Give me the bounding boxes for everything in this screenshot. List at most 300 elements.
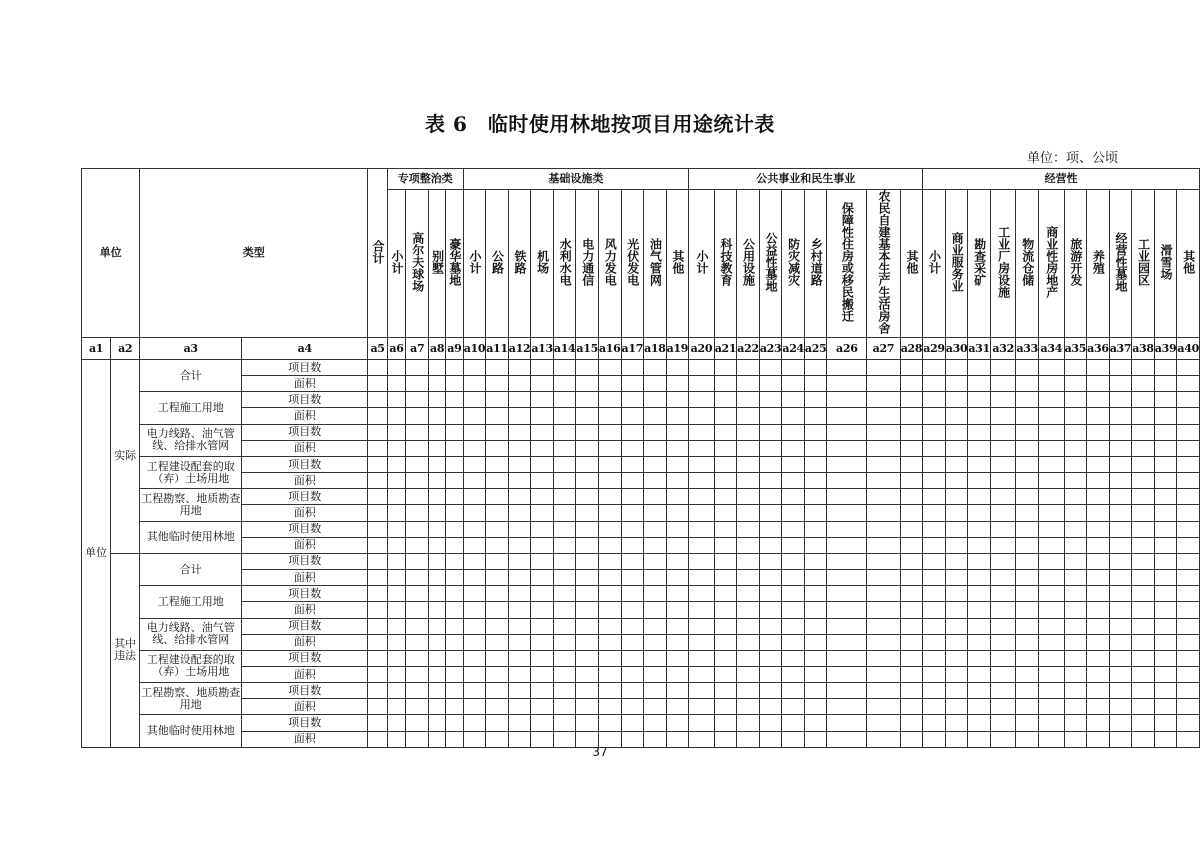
data-cell <box>782 360 805 376</box>
data-cell <box>429 586 446 602</box>
header-column <box>406 190 429 338</box>
header-label: 公益性墓地 <box>764 232 779 292</box>
data-cell <box>598 570 621 586</box>
row-type: 工程勘察、地质勘查用地 <box>140 683 242 715</box>
row-measure: 项目数 <box>242 618 368 634</box>
data-cell <box>429 440 446 456</box>
data-cell <box>387 699 406 715</box>
data-cell <box>689 376 715 392</box>
section-label: 其中违法 <box>111 553 140 747</box>
data-cell <box>945 715 968 731</box>
data-cell <box>531 570 554 586</box>
column-code: a2 <box>111 338 140 360</box>
data-cell <box>1039 473 1065 489</box>
header-label: 工业厂房设施 <box>996 226 1011 298</box>
row-unit: 单位 <box>82 360 111 748</box>
data-cell <box>737 505 760 521</box>
data-cell <box>621 456 644 472</box>
data-cell <box>990 634 1016 650</box>
data-cell <box>1132 537 1155 553</box>
data-cell <box>666 456 689 472</box>
column-code: a21 <box>714 338 737 360</box>
data-cell <box>689 715 715 731</box>
data-cell <box>1154 699 1177 715</box>
data-cell <box>531 699 554 715</box>
data-cell <box>923 699 946 715</box>
data-cell <box>968 424 991 440</box>
data-cell <box>1177 489 1200 505</box>
row-type: 工程建设配套的取（弃）土场用地 <box>140 650 242 682</box>
data-cell <box>714 570 737 586</box>
data-cell <box>867 360 901 376</box>
data-cell <box>553 715 576 731</box>
data-cell <box>429 715 446 731</box>
data-cell <box>990 683 1016 699</box>
row-type: 工程勘察、地质勘查用地 <box>140 489 242 521</box>
data-cell <box>827 683 867 699</box>
data-cell <box>531 602 554 618</box>
data-cell <box>387 586 406 602</box>
data-cell <box>827 489 867 505</box>
data-cell <box>689 634 715 650</box>
data-cell <box>945 537 968 553</box>
data-cell <box>1177 553 1200 569</box>
table-row <box>82 376 1200 392</box>
data-cell <box>1039 505 1065 521</box>
data-cell <box>387 456 406 472</box>
data-cell <box>827 473 867 489</box>
data-cell <box>666 521 689 537</box>
data-cell <box>945 521 968 537</box>
column-code: a3 <box>140 338 242 360</box>
data-cell <box>406 473 429 489</box>
data-cell <box>1064 683 1087 699</box>
row-measure: 项目数 <box>242 715 368 731</box>
data-cell <box>406 456 429 472</box>
data-cell <box>1177 715 1200 731</box>
data-cell <box>1109 537 1132 553</box>
table-row <box>82 650 1200 666</box>
header-column <box>387 190 406 338</box>
data-cell <box>576 489 599 505</box>
table-row <box>82 489 1200 505</box>
data-cell <box>406 666 429 682</box>
data-cell <box>508 715 531 731</box>
data-cell <box>867 602 901 618</box>
data-cell <box>446 650 464 666</box>
data-cell <box>1016 699 1039 715</box>
row-measure: 项目数 <box>242 650 368 666</box>
data-cell <box>406 618 429 634</box>
header-label: 油气管网 <box>648 238 663 286</box>
data-cell <box>387 440 406 456</box>
data-cell <box>553 666 576 682</box>
data-cell <box>689 489 715 505</box>
data-cell <box>1039 618 1065 634</box>
data-cell <box>804 715 827 731</box>
data-cell <box>1132 376 1155 392</box>
data-cell <box>368 586 387 602</box>
data-cell <box>666 570 689 586</box>
data-cell <box>867 570 901 586</box>
table-row <box>82 634 1200 650</box>
data-cell <box>900 376 923 392</box>
data-cell <box>990 666 1016 682</box>
data-cell <box>1039 650 1065 666</box>
column-code: a24 <box>782 338 805 360</box>
data-cell <box>576 440 599 456</box>
data-cell <box>387 715 406 731</box>
data-cell <box>1177 521 1200 537</box>
data-cell <box>900 360 923 376</box>
data-cell <box>429 666 446 682</box>
data-cell <box>782 666 805 682</box>
data-cell <box>827 456 867 472</box>
data-cell <box>1177 424 1200 440</box>
data-cell <box>644 666 667 682</box>
data-cell <box>689 570 715 586</box>
data-cell <box>486 586 509 602</box>
data-cell <box>598 408 621 424</box>
data-cell <box>968 360 991 376</box>
data-cell <box>368 715 387 731</box>
unit-label: 单位：项、公顷 <box>1026 151 1118 166</box>
data-cell <box>1039 586 1065 602</box>
header-column <box>900 190 923 338</box>
column-code: a22 <box>737 338 760 360</box>
data-cell <box>368 683 387 699</box>
data-cell <box>486 650 509 666</box>
column-code: a16 <box>598 338 621 360</box>
data-cell <box>644 699 667 715</box>
data-cell <box>714 424 737 440</box>
data-cell <box>827 586 867 602</box>
data-cell <box>804 586 827 602</box>
data-cell <box>553 360 576 376</box>
header-label: 豪华墓地 <box>447 238 462 286</box>
data-cell <box>486 602 509 618</box>
data-cell <box>1154 618 1177 634</box>
row-measure: 面积 <box>242 699 368 715</box>
data-cell <box>990 715 1016 731</box>
data-cell <box>486 699 509 715</box>
data-cell <box>804 521 827 537</box>
data-cell <box>714 521 737 537</box>
header-label: 经营性墓地 <box>1113 232 1128 292</box>
data-cell <box>531 360 554 376</box>
data-cell <box>923 521 946 537</box>
data-cell <box>804 489 827 505</box>
data-cell <box>1016 521 1039 537</box>
header-column <box>782 190 805 338</box>
data-cell <box>1154 553 1177 569</box>
data-cell <box>531 505 554 521</box>
data-cell <box>867 683 901 699</box>
data-cell <box>945 408 968 424</box>
data-cell <box>598 424 621 440</box>
data-cell <box>1132 666 1155 682</box>
header-column <box>666 190 689 338</box>
data-cell <box>1064 408 1087 424</box>
data-cell <box>486 618 509 634</box>
data-cell <box>689 473 715 489</box>
data-cell <box>463 634 486 650</box>
data-cell <box>1109 424 1132 440</box>
row-measure: 面积 <box>242 634 368 650</box>
data-cell <box>759 489 782 505</box>
data-cell <box>486 489 509 505</box>
data-cell <box>867 489 901 505</box>
data-cell <box>644 618 667 634</box>
data-cell <box>666 360 689 376</box>
data-cell <box>990 586 1016 602</box>
header-column <box>689 190 715 338</box>
data-cell <box>406 537 429 553</box>
data-cell <box>782 392 805 408</box>
data-cell <box>508 392 531 408</box>
data-cell <box>621 360 644 376</box>
data-cell <box>1154 715 1177 731</box>
data-cell <box>446 683 464 699</box>
data-cell <box>508 618 531 634</box>
row-measure: 面积 <box>242 473 368 489</box>
data-cell <box>621 602 644 618</box>
data-cell <box>644 521 667 537</box>
data-cell <box>1039 666 1065 682</box>
data-cell <box>1016 376 1039 392</box>
header-column <box>508 190 531 338</box>
data-cell <box>867 618 901 634</box>
data-cell <box>508 586 531 602</box>
header-label: 小计 <box>467 250 482 274</box>
data-cell <box>804 666 827 682</box>
data-cell <box>463 376 486 392</box>
data-cell <box>429 699 446 715</box>
table-row <box>82 618 1200 634</box>
table-row <box>82 666 1200 682</box>
data-cell <box>714 376 737 392</box>
data-cell <box>827 537 867 553</box>
data-cell <box>1064 650 1087 666</box>
data-cell <box>990 521 1016 537</box>
data-cell <box>1177 666 1200 682</box>
data-cell <box>666 537 689 553</box>
data-cell <box>900 602 923 618</box>
data-cell <box>644 505 667 521</box>
row-measure: 面积 <box>242 666 368 682</box>
data-cell <box>486 666 509 682</box>
data-cell <box>387 489 406 505</box>
data-cell <box>968 699 991 715</box>
data-cell <box>553 683 576 699</box>
data-cell <box>446 570 464 586</box>
data-cell <box>1109 570 1132 586</box>
data-cell <box>508 666 531 682</box>
data-cell <box>486 715 509 731</box>
data-cell <box>446 715 464 731</box>
data-cell <box>368 408 387 424</box>
data-cell <box>621 424 644 440</box>
data-cell <box>759 666 782 682</box>
data-cell <box>486 683 509 699</box>
data-cell <box>666 489 689 505</box>
data-cell <box>644 456 667 472</box>
data-cell <box>759 537 782 553</box>
data-cell <box>1109 634 1132 650</box>
data-cell <box>531 408 554 424</box>
data-cell <box>1039 456 1065 472</box>
data-cell <box>576 666 599 682</box>
data-cell <box>621 634 644 650</box>
data-cell <box>714 699 737 715</box>
data-cell <box>1177 456 1200 472</box>
data-cell <box>945 376 968 392</box>
header-label: 防灾减灾 <box>786 238 801 286</box>
data-cell <box>923 473 946 489</box>
data-cell <box>782 553 805 569</box>
data-cell <box>463 537 486 553</box>
data-cell <box>644 392 667 408</box>
data-cell <box>576 537 599 553</box>
column-code: a18 <box>644 338 667 360</box>
data-cell <box>576 408 599 424</box>
data-cell <box>531 715 554 731</box>
data-cell <box>1016 586 1039 602</box>
data-cell <box>1154 376 1177 392</box>
data-cell <box>576 586 599 602</box>
data-cell <box>1132 699 1155 715</box>
data-cell <box>666 650 689 666</box>
row-measure: 项目数 <box>242 360 368 376</box>
data-cell <box>429 650 446 666</box>
column-code: a30 <box>945 338 968 360</box>
header-column <box>644 190 667 338</box>
data-cell <box>804 376 827 392</box>
data-cell <box>782 424 805 440</box>
data-cell <box>1109 440 1132 456</box>
data-cell <box>759 650 782 666</box>
data-cell <box>553 456 576 472</box>
data-cell <box>945 602 968 618</box>
data-cell <box>827 424 867 440</box>
data-cell <box>1064 586 1087 602</box>
table-row <box>82 683 1200 699</box>
data-cell <box>1109 666 1132 682</box>
data-cell <box>737 473 760 489</box>
data-cell <box>759 505 782 521</box>
data-cell <box>1109 586 1132 602</box>
data-cell <box>1016 360 1039 376</box>
data-cell <box>531 634 554 650</box>
data-cell <box>689 505 715 521</box>
data-cell <box>1132 602 1155 618</box>
data-cell <box>486 521 509 537</box>
data-cell <box>1132 634 1155 650</box>
header-type: 类型 <box>140 169 368 338</box>
header-label: 农民自建基本生产生活房舍 <box>876 190 891 334</box>
data-cell <box>576 570 599 586</box>
data-cell <box>968 666 991 682</box>
header-label: 工业园区 <box>1136 238 1151 286</box>
data-cell <box>598 521 621 537</box>
data-cell <box>1154 521 1177 537</box>
data-cell <box>1132 489 1155 505</box>
data-cell <box>1064 618 1087 634</box>
data-cell <box>576 715 599 731</box>
data-cell <box>446 521 464 537</box>
row-measure: 项目数 <box>242 553 368 569</box>
column-code: a14 <box>553 338 576 360</box>
header-label: 电力通信 <box>580 238 595 286</box>
data-cell <box>945 360 968 376</box>
data-cell <box>1087 666 1110 682</box>
data-cell <box>1177 440 1200 456</box>
data-cell <box>759 392 782 408</box>
data-cell <box>737 650 760 666</box>
data-cell <box>782 456 805 472</box>
data-cell <box>463 456 486 472</box>
data-cell <box>737 360 760 376</box>
data-cell <box>990 570 1016 586</box>
data-cell <box>737 537 760 553</box>
data-cell <box>598 634 621 650</box>
data-cell <box>644 602 667 618</box>
row-measure: 项目数 <box>242 683 368 699</box>
data-cell <box>368 553 387 569</box>
data-cell <box>446 392 464 408</box>
data-cell <box>900 634 923 650</box>
data-cell <box>1064 424 1087 440</box>
data-cell <box>621 376 644 392</box>
data-cell <box>531 376 554 392</box>
data-cell <box>900 715 923 731</box>
header-column <box>945 190 968 338</box>
data-cell <box>689 537 715 553</box>
data-cell <box>923 715 946 731</box>
data-cell <box>406 570 429 586</box>
data-cell <box>1087 505 1110 521</box>
data-cell <box>1064 392 1087 408</box>
data-cell <box>486 376 509 392</box>
data-cell <box>827 440 867 456</box>
row-measure: 项目数 <box>242 456 368 472</box>
column-code: a31 <box>968 338 991 360</box>
data-cell <box>446 408 464 424</box>
data-cell <box>1087 537 1110 553</box>
data-cell <box>621 699 644 715</box>
data-cell <box>827 521 867 537</box>
data-cell <box>621 408 644 424</box>
data-cell <box>387 666 406 682</box>
data-cell <box>644 376 667 392</box>
header-label: 商业性房地产 <box>1044 226 1059 298</box>
data-cell <box>1087 360 1110 376</box>
data-cell <box>759 456 782 472</box>
data-cell <box>1154 537 1177 553</box>
data-cell <box>759 586 782 602</box>
data-cell <box>387 505 406 521</box>
header-group: 经营性 <box>923 169 1200 190</box>
data-cell <box>576 699 599 715</box>
table-row <box>82 570 1200 586</box>
column-code: a25 <box>804 338 827 360</box>
data-cell <box>737 521 760 537</box>
data-cell <box>429 392 446 408</box>
data-cell <box>1109 489 1132 505</box>
header-column <box>1039 190 1065 338</box>
data-cell <box>1132 456 1155 472</box>
data-cell <box>923 586 946 602</box>
